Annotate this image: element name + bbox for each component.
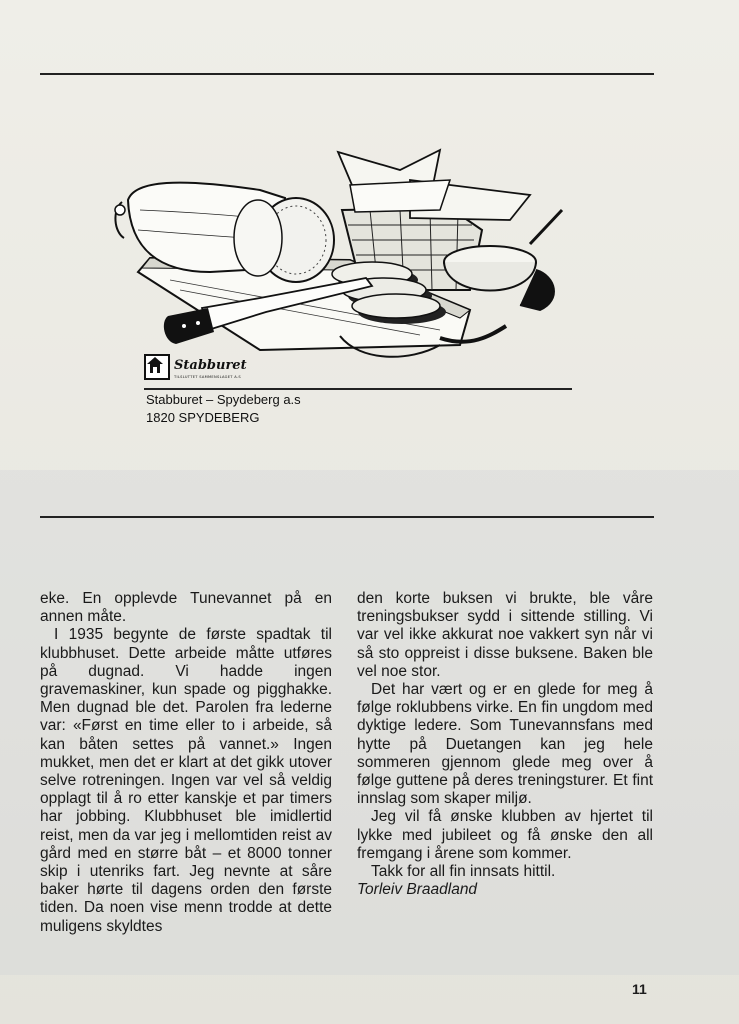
top-rule (40, 73, 654, 75)
author-signature: Torleiv Braadland (357, 881, 478, 899)
ad-rule (144, 388, 572, 390)
middle-rule (40, 516, 654, 518)
brand-name: Stabburet (174, 358, 247, 373)
paragraph: eke. En opplevde Tunevannet på en annen måte. (40, 590, 332, 626)
paragraph: den korte buksen vi brukte, ble våre treningsbukser sydd i sittende stilling. Vi var vel ikke akkurat noe vakkert syn når vi så sto oppreist i disse buksene. Baken ble vel noe stor. (357, 590, 653, 680)
ad-address-line: 1820 SPYDEBERG (146, 410, 260, 425)
article-left-column (40, 590, 332, 936)
article-right-column (357, 590, 653, 899)
house-logo-icon (144, 354, 170, 380)
paragraph: I 1935 begynte de første spadtak til klubbhuset. Dette arbeide måtte utføres på dugnad. Vi hadde ingen gravemaskiner, kun spade og pigghakke. Men dugnad ble det. Parolen fra lederne var: «Først en time eller to i arbeide, så kan båten settes på vannet.» Ingen mukket, men det er klart at det gikk utover selve rotreningen. Ingen var vel så veldig opplagt til å ro etter kanskje et par timers har jobbing. Klubbhuset ble imidlertid reist, men da var jeg i mellomtiden reist av gård med en større båt – et 8000 tonner skip i utenriks fart. Jeg nevnte at såre baker hørte til dagens orden den første tiden. Da noen vise menn trodde at dette muligens skyldtes (40, 626, 332, 935)
stabburet-logo (144, 354, 274, 384)
paragraph: Jeg vil få ønske klubben av hjertet til lykke med jubileet og få ønske den all fremgang i årene som kommer. (357, 808, 653, 862)
page-number: 11 (632, 981, 647, 997)
ad-company-line: Stabburet – Spydeberg a.s (146, 392, 301, 407)
food-illustration (110, 140, 570, 360)
paragraph: Takk for all fin innsats hittil. (371, 863, 556, 881)
brand-tagline: TILSLUTTET SAMMENSLAGET A.S (174, 375, 241, 379)
stabburet-advertisement (110, 140, 570, 430)
paragraph: Det har vært og er en glede for meg å følge roklubbens virke. En fin ungdom med dyktige ledere. Som Tunevannsfans med hytte på Duetangen kan jeg hele sommeren gjennom glede meg over å følge guttene på deres treningsturer. Et fint innslag som skaper miljø. (357, 681, 653, 808)
